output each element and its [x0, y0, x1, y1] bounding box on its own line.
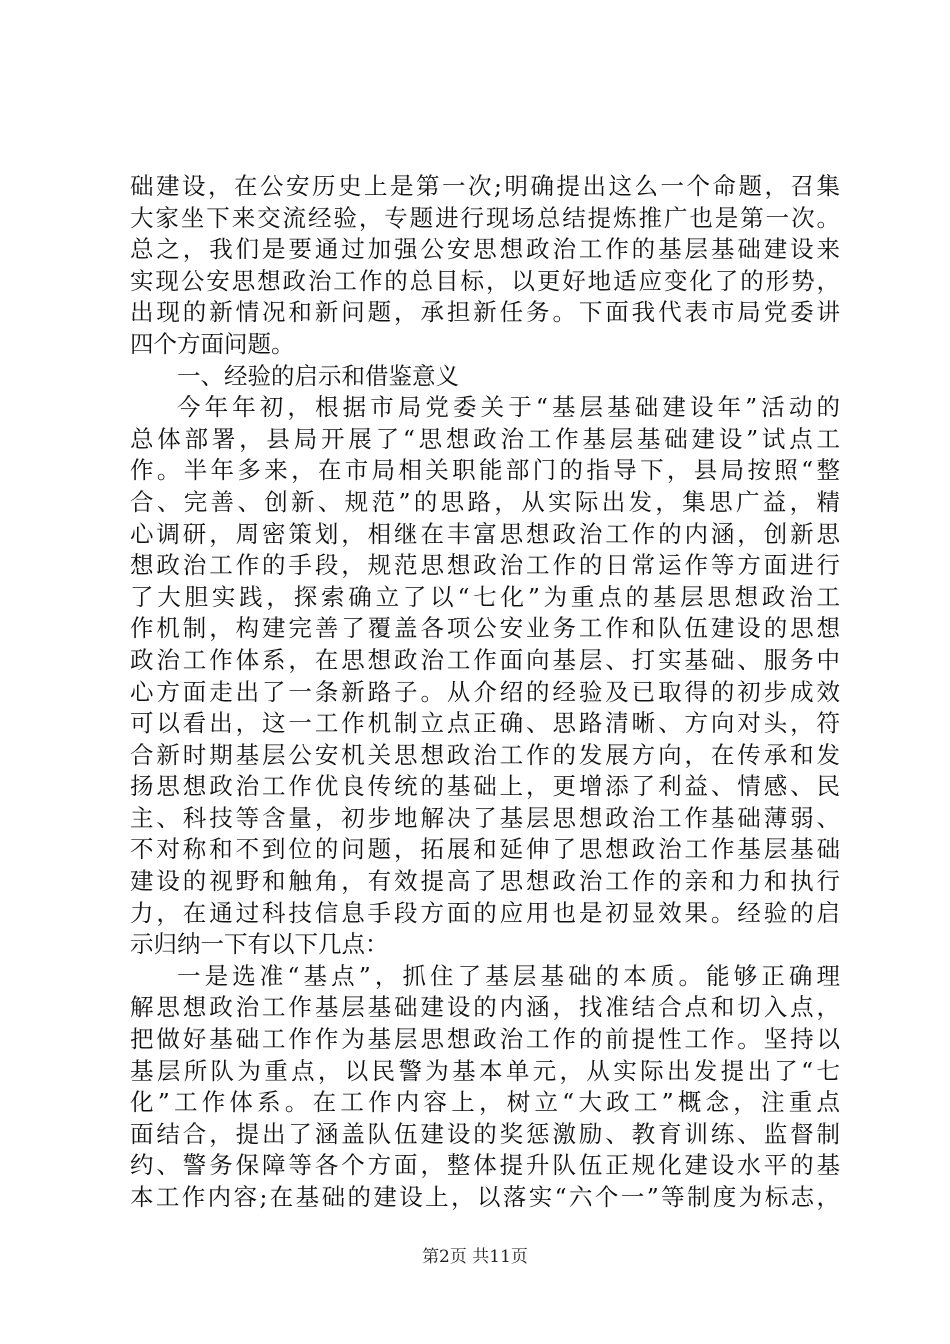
text-line: 想政治工作的手段，规范思想政治工作的日常运作等方面进行: [130, 551, 840, 580]
page-number-footer: 第2页 共11页: [422, 1247, 528, 1267]
text-line: 本工作内容;在基础的建设上，以落实“六个一”等制度为标志，: [130, 1183, 840, 1211]
text-line: 把做好基础工作作为基层思想政治工作的前提性工作。坚持以: [130, 1025, 840, 1054]
text-line: 心调研，周密策划，相继在丰富思想政治工作的内涵，创新思: [130, 519, 840, 548]
text-line: 扬思想政治工作优良传统的基础上，更增添了利益、情感、民: [130, 772, 840, 801]
text-line: 了大胆实践，探索确立了以“七化”为重点的基层思想政治工: [130, 582, 840, 611]
text-line: 化”工作体系。在工作内容上，树立“大政工”概念，注重点: [130, 1088, 840, 1117]
text-line: 今年年初，根据市局党委关于“基层基础建设年”活动的: [177, 393, 840, 422]
text-line: 解思想政治工作基层基础建设的内涵，找准结合点和切入点，: [130, 993, 840, 1022]
text-line: 一是选准“基点”，抓住了基层基础的本质。能够正确理: [177, 961, 840, 990]
text-line: 可以看出，这一工作机制立点正确、思路清晰、方向对头，符: [130, 709, 840, 738]
document-body: [130, 171, 840, 1214]
text-line: 示归纳一下有以下几点：: [130, 930, 389, 959]
text-line: 大家坐下来交流经验，专题进行现场总结提炼推广也是第一次。: [130, 203, 840, 232]
text-line: 面结合，提出了涵盖队伍建设的奖惩激励、教育训练、监督制: [130, 1119, 840, 1148]
text-line: 合新时期基层公安机关思想政治工作的发展方向，在传承和发: [130, 740, 840, 769]
text-line: 总之，我们是要通过加强公安思想政治工作的基层基础建设来: [130, 235, 840, 264]
text-line: 实现公安思想政治工作的总目标，以更好地适应变化了的形势，: [130, 266, 840, 295]
text-line: 约、警务保障等各个方面，整体提升队伍正规化建设水平的基: [130, 1151, 840, 1180]
text-line: 作。半年多来，在市局相关职能部门的指导下，县局按照“整: [130, 456, 840, 485]
text-line: 力，在通过科技信息手段方面的应用也是初显效果。经验的启: [130, 898, 840, 927]
text-line: 一、经验的启示和借鉴意义: [177, 361, 459, 390]
text-line: 基层所队为重点，以民警为基本单元，从实际出发提出了“七: [130, 1056, 840, 1085]
text-line: 作机制，构建完善了覆盖各项公安业务工作和队伍建设的思想: [130, 614, 840, 643]
text-line: 合、完善、创新、规范”的思路，从实际出发，集思广益，精: [130, 487, 840, 516]
text-line: 不对称和不到位的问题，拓展和延伸了思想政治工作基层基础: [130, 835, 840, 864]
text-line: 础建设，在公安历史上是第一次;明确提出这么一个命题，召集: [130, 172, 840, 200]
text-line: 政治工作体系，在思想政治工作面向基层、打实基础、服务中: [130, 645, 840, 674]
text-line: 心方面走出了一条新路子。从介绍的经验及已取得的初步成效: [130, 677, 840, 706]
text-line: 出现的新情况和新问题，承担新任务。下面我代表市局党委讲: [130, 298, 840, 327]
text-line: 主、科技等含量，初步地解决了基层思想政治工作基础薄弱、: [130, 803, 840, 832]
text-line: 四个方面问题。: [130, 329, 295, 358]
text-line: 总体部署，县局开展了“思想政治工作基层基础建设”试点工: [130, 424, 840, 453]
text-line: 建设的视野和触角，有效提高了思想政治工作的亲和力和执行: [130, 867, 840, 896]
